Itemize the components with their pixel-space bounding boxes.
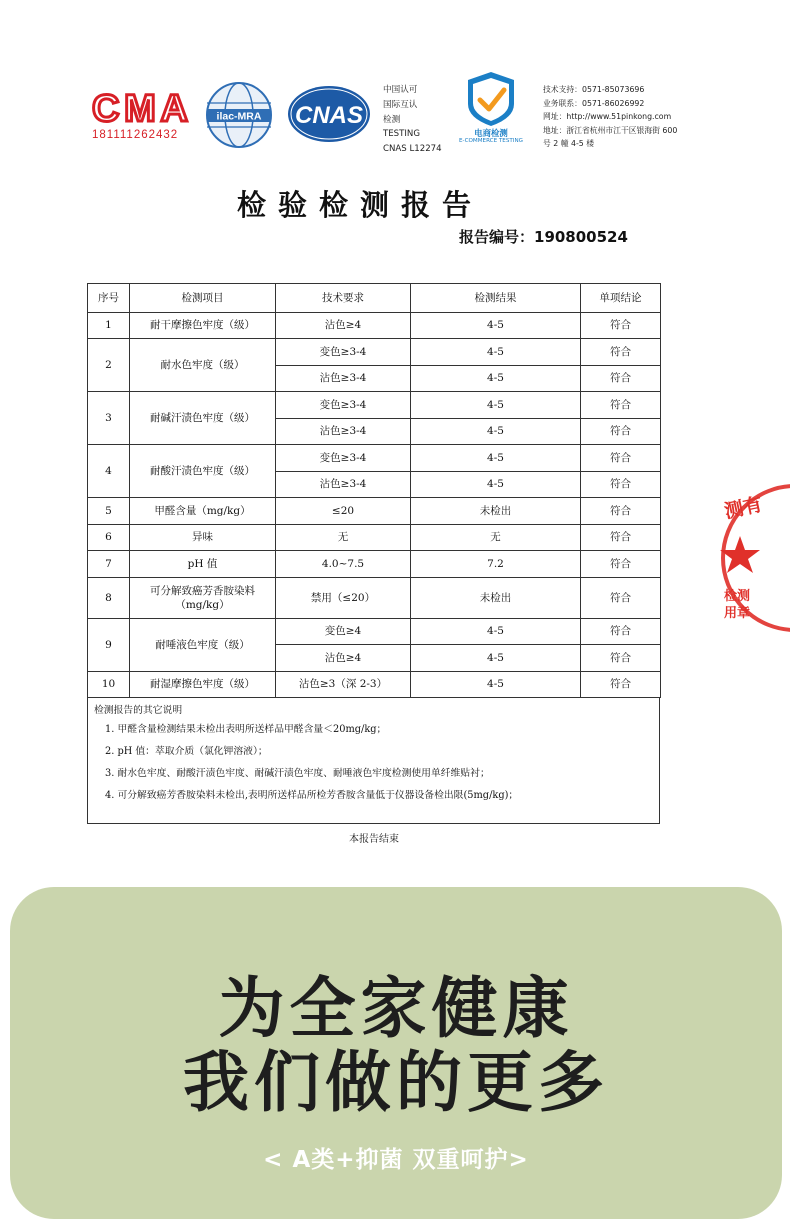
- cell-no: 6: [88, 524, 130, 551]
- cell-conclusion: 符合: [581, 618, 661, 645]
- cell-no: 4: [88, 445, 130, 498]
- cell-requirement: 沾色≥3-4: [276, 418, 411, 445]
- official-seal-icon: [700, 478, 790, 638]
- cell-requirement: 沾色≥3-4: [276, 471, 411, 498]
- cell-item: pH 值: [130, 551, 276, 578]
- cell-requirement: 变色≥3-4: [276, 339, 411, 366]
- cell-conclusion: 符合: [581, 418, 661, 445]
- contact-address: 地址：浙江省杭州市江干区银海街 600: [543, 125, 678, 135]
- cell-no: 10: [88, 671, 130, 698]
- cell-conclusion: 符合: [581, 312, 661, 339]
- table-row: [88, 618, 661, 645]
- cma-logo: [92, 85, 192, 141]
- cell-result: 4-5: [411, 445, 581, 472]
- col-header-requirement: 技术要求: [276, 284, 411, 313]
- cell-result: 4-5: [411, 471, 581, 498]
- cell-conclusion: 符合: [581, 551, 661, 578]
- note-item: 1. 甲醛含量检测结果未检出表明所送样品甲醛含量＜20mg/kg；: [105, 724, 387, 735]
- cma-mark-icon: [92, 85, 192, 127]
- promo-headline-1: 为全家健康: [218, 970, 574, 1047]
- cell-result: 4-5: [411, 392, 581, 419]
- cell-result: 未检出: [411, 498, 581, 525]
- cell-conclusion: 符合: [581, 524, 661, 551]
- note-item: 4. 可分解致癌芳香胺染料未检出,表明所送样品所检芳香胺含量低于仪器设备检出限(5mg/kg)；: [105, 790, 519, 801]
- cell-item-line: （mg/kg）: [175, 598, 230, 611]
- cell-no: 9: [88, 618, 130, 671]
- col-header-result: 检测结果: [411, 284, 581, 313]
- shield-caption-en: E-COMMERCE TESTING: [459, 138, 523, 144]
- cell-conclusion: 符合: [581, 392, 661, 419]
- cell-no: 2: [88, 339, 130, 392]
- cma-number: 181111262432: [92, 129, 179, 141]
- svg-text:CMA: CMA: [92, 88, 188, 127]
- promo-headline-2: 我们做的更多: [183, 1044, 609, 1121]
- cell-item: 耐碱汗渍色牢度（级）: [130, 392, 276, 445]
- ilac-mra-logo: [205, 81, 273, 149]
- contact-info: [543, 83, 677, 151]
- promo-banner: [10, 887, 782, 1219]
- cell-item: 耐干摩擦色牢度（级）: [130, 312, 276, 339]
- test-results-table: [87, 283, 661, 698]
- cell-requirement: 4.0~7.5: [276, 551, 411, 578]
- table-row: [88, 498, 661, 525]
- table-header-row: [88, 284, 661, 313]
- cell-result: 4-5: [411, 618, 581, 645]
- svg-text:测有: 测有: [722, 493, 765, 523]
- cell-requirement: 沾色≥4: [276, 312, 411, 339]
- report-number: 报告编号：190800524: [459, 228, 628, 246]
- report-end-note: 本报告结束: [349, 834, 399, 845]
- cell-no: 5: [88, 498, 130, 525]
- table-row: [88, 339, 661, 366]
- cell-item: 耐唾液色牢度（级）: [130, 618, 276, 671]
- cell-item: 耐酸汗渍色牢度（级）: [130, 445, 276, 498]
- cell-item: 耐湿摩擦色牢度（级）: [130, 671, 276, 698]
- cnas-logo: [287, 84, 371, 144]
- table-row: [88, 445, 661, 472]
- table-row: [88, 392, 661, 419]
- cell-requirement: 无: [276, 524, 411, 551]
- cell-conclusion: 符合: [581, 577, 661, 618]
- svg-text:CNAS: CNAS: [294, 102, 364, 129]
- cell-conclusion: 符合: [581, 645, 661, 672]
- cell-result: 4-5: [411, 645, 581, 672]
- svg-text:ilac-MRA: ilac-MRA: [216, 110, 262, 123]
- cell-no: 1: [88, 312, 130, 339]
- col-header-item: 检测项目: [130, 284, 276, 313]
- cell-requirement: ≤20: [276, 498, 411, 525]
- cell-item-line: 可分解致癌芳香胺染料: [150, 584, 255, 597]
- cell-no: 7: [88, 551, 130, 578]
- table-row: [88, 524, 661, 551]
- table-row: [88, 671, 661, 698]
- cell-conclusion: 符合: [581, 498, 661, 525]
- ilac-globe-icon: [205, 81, 273, 149]
- cnas-accreditation-text: 中国认可 国际互认 检测 TESTING CNAS L12274: [383, 85, 442, 155]
- cell-item: 耐水色牢度（级）: [130, 339, 276, 392]
- cell-result: 未检出: [411, 577, 581, 618]
- cell-item: [130, 577, 276, 618]
- table-row: [88, 312, 661, 339]
- contact-business: 业务联系：0571-86026992: [543, 98, 645, 108]
- notes-title: 检测报告的其它说明: [94, 705, 183, 716]
- col-header-conclusion: 单项结论: [581, 284, 661, 313]
- cell-item: 异味: [130, 524, 276, 551]
- cell-requirement: 沾色≥4: [276, 645, 411, 672]
- cell-requirement: 沾色≥3-4: [276, 365, 411, 392]
- cell-requirement: 变色≥4: [276, 618, 411, 645]
- cell-conclusion: 符合: [581, 671, 661, 698]
- cell-conclusion: 符合: [581, 339, 661, 366]
- cell-result: 4-5: [411, 312, 581, 339]
- cell-result: 4-5: [411, 671, 581, 698]
- cell-item: 甲醛含量（mg/kg）: [130, 498, 276, 525]
- cell-conclusion: 符合: [581, 445, 661, 472]
- report-title: 检验检测报告: [236, 188, 483, 222]
- cell-conclusion: 符合: [581, 365, 661, 392]
- cell-requirement: 变色≥3-4: [276, 392, 411, 419]
- promo-subtitle: < A类+抑菌 双重呵护>: [263, 1147, 529, 1173]
- cell-requirement: 禁用（≤20）: [276, 577, 411, 618]
- cell-no: 3: [88, 392, 130, 445]
- cell-result: 7.2: [411, 551, 581, 578]
- shield-caption-cn: 电商检测: [474, 128, 508, 138]
- cell-result: 4-5: [411, 418, 581, 445]
- cnas-mark-icon: [287, 84, 371, 144]
- table-row: [88, 577, 661, 618]
- note-item: 2. pH 值：萃取介质（氯化钾溶液）；: [105, 746, 268, 757]
- svg-text:用章: 用章: [724, 606, 751, 621]
- col-header-no: 序号: [88, 284, 130, 313]
- cell-result: 4-5: [411, 339, 581, 366]
- contact-address-2: 号 2 幢 4-5 楼: [543, 139, 594, 149]
- contact-support: 技术支持：0571-85073696: [543, 85, 645, 94]
- contact-website: 网址：http://www.51pinkong.com: [543, 112, 672, 122]
- report-notes: [87, 698, 660, 824]
- cell-result: 无: [411, 524, 581, 551]
- cell-no: 8: [88, 577, 130, 618]
- cell-requirement: 变色≥3-4: [276, 445, 411, 472]
- cell-requirement: 沾色≥3（深 2-3）: [276, 671, 411, 698]
- note-item: 3. 耐水色牢度、耐酸汗渍色牢度、耐碱汗渍色牢度、耐唾液色牢度检测使用单纤维贴衬；: [105, 768, 490, 779]
- cell-conclusion: 符合: [581, 471, 661, 498]
- cell-result: 4-5: [411, 365, 581, 392]
- table-row: [88, 551, 661, 578]
- svg-text:检测: 检测: [724, 589, 751, 604]
